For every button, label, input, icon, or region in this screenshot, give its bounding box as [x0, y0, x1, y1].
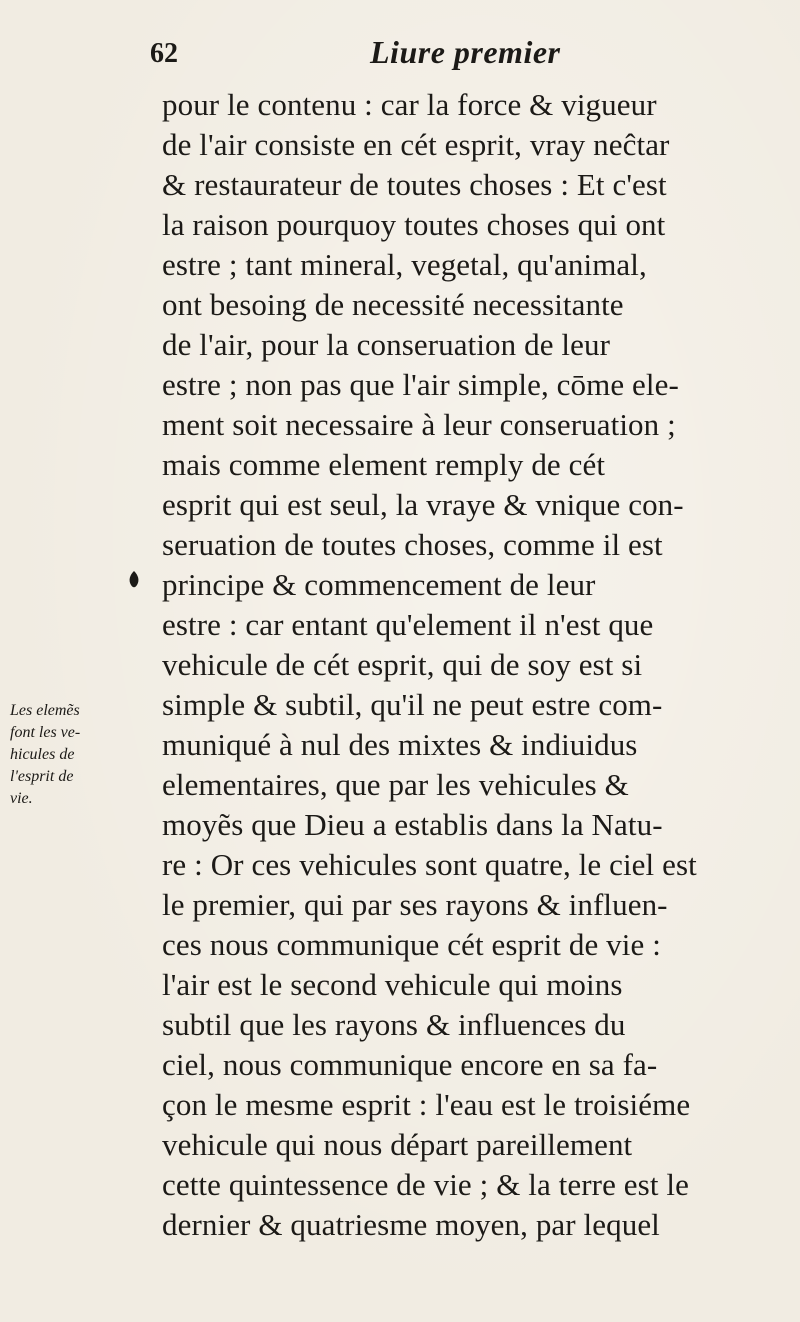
text-line: re : Or ces vehicules sont quatre, le ciel est: [162, 847, 697, 882]
text-line: l'air est le second vehicule qui moins: [162, 967, 623, 1002]
text-line: moyẽs que Dieu a establis dans la Natu-: [162, 807, 663, 842]
text-line: de l'air, pour la conseruation de leur: [162, 327, 611, 362]
text-line: le premier, qui par ses rayons & influen-: [162, 887, 668, 922]
body-text: [162, 85, 792, 1245]
margin-note-line: font les ve-: [10, 724, 81, 741]
page-number: 62: [150, 38, 178, 69]
margin-note-line: Les elemẽs: [10, 702, 80, 719]
text-line: & restaurateur de toutes choses : Et c'est: [162, 167, 667, 202]
text-line: mais comme element remply de cét: [162, 447, 606, 482]
text-line: cette quintessence de vie ; & la terre est le: [162, 1167, 689, 1202]
text-line: estre ; non pas que l'air simple, cōme ele-: [162, 367, 679, 402]
margin-note-line: vie.: [10, 790, 33, 807]
text-line: estre ; tant mineral, vegetal, qu'animal,: [162, 247, 647, 282]
text-line: simple & subtil, qu'il ne peut estre com-: [162, 687, 663, 722]
text-line: vehicule de cét esprit, qui de soy est si: [162, 647, 643, 682]
text-line: principe & commencement de leur: [162, 567, 596, 602]
text-line: seruation de toutes choses, comme il est: [162, 527, 663, 562]
text-line: vehicule qui nous départ pareillement: [162, 1127, 633, 1162]
page-header: [150, 34, 750, 78]
text-line: estre : car entant qu'element il n'est que: [162, 607, 654, 642]
text-line: ciel, nous communique encore en sa fa-: [162, 1047, 658, 1082]
text-line: esprit qui est seul, la vraye & vnique con-: [162, 487, 684, 522]
text-line: pour le contenu : car la force & vigueur: [162, 87, 657, 122]
margin-note-line: l'esprit de: [10, 768, 74, 785]
text-line: ont besoing de necessité necessitante: [162, 287, 624, 322]
ink-blot-ornament: [128, 571, 140, 589]
text-line: dernier & quatriesme moyen, par lequel: [162, 1207, 660, 1242]
margin-note: [10, 700, 120, 810]
text-line: muniqué à nul des mixtes & indiuidus: [162, 727, 638, 762]
text-line: subtil que les rayons & influences du: [162, 1007, 626, 1042]
running-head: Liure premier: [370, 34, 561, 70]
text-line: elementaires, que par les vehicules &: [162, 767, 629, 802]
text-line: ment soit necessaire à leur conseruation ;: [162, 407, 676, 442]
text-line: ces nous communique cét esprit de vie :: [162, 927, 661, 962]
text-line: çon le mesme esprit : l'eau est le troisiéme: [162, 1087, 691, 1122]
margin-note-line: hicules de: [10, 746, 75, 763]
text-line: de l'air consiste en cét esprit, vray neĉtar: [162, 127, 670, 162]
text-line: la raison pourquoy toutes choses qui ont: [162, 207, 666, 242]
